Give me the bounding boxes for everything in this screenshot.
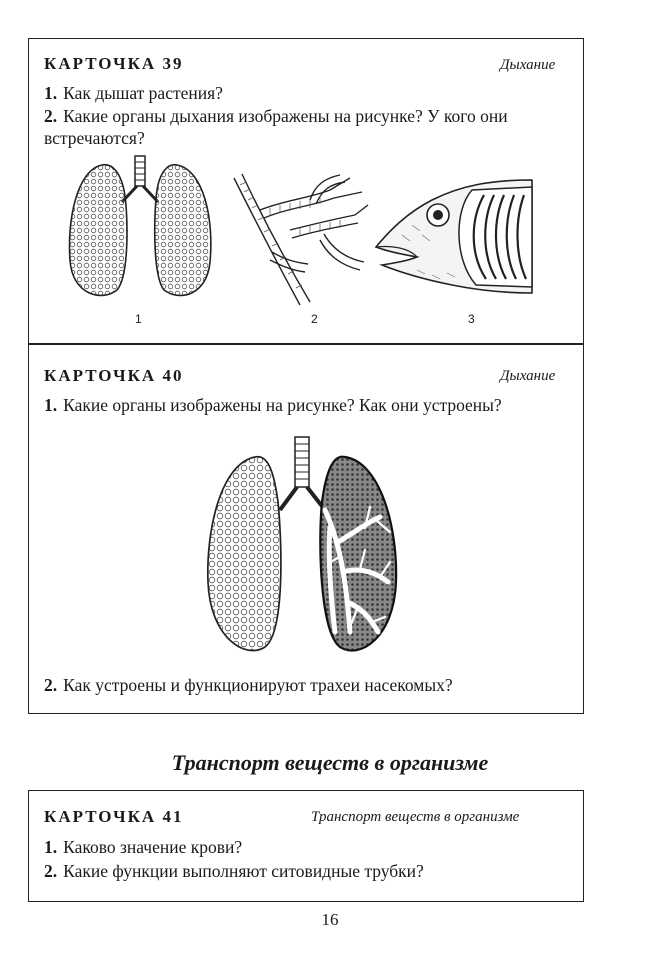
figure-label-2: 2 — [311, 312, 318, 326]
question-text: Как дышат растения? — [63, 83, 223, 103]
question-number: 1. — [44, 83, 58, 103]
lungs-bronchi-illustration — [200, 432, 410, 662]
question-text: Каково значение крови? — [63, 837, 243, 857]
question-text: Какие функции выполняют ситовидные трубки? — [63, 861, 424, 881]
question-number: 2. — [44, 861, 58, 881]
card-40-question-2 — [44, 674, 574, 696]
question-number: 2. — [44, 675, 58, 695]
figure-label-1: 1 — [135, 312, 142, 326]
card-40-title: КАРТОЧКА 40 — [44, 366, 184, 385]
card-41-topic: Транспорт веществ в организме — [311, 809, 520, 825]
card-39-topic: Дыхание — [500, 57, 556, 73]
question-text: Какие органы изображены на рисунке? Как они устроены? — [63, 395, 502, 415]
card-41-question-2 — [44, 860, 574, 882]
question-number: 2. — [44, 106, 58, 126]
page-number: 16 — [321, 910, 339, 929]
fish-gills-illustration — [372, 175, 537, 300]
card-41-question-1 — [44, 836, 574, 858]
section-heading: Транспорт веществ в организме — [171, 750, 489, 775]
card-41-title: КАРТОЧКА 41 — [44, 807, 184, 826]
figure-label-3: 3 — [468, 312, 475, 326]
lungs-illustration — [62, 150, 222, 310]
card-39-question-2 — [44, 105, 579, 149]
question-number: 1. — [44, 395, 58, 415]
tracheae-illustration — [230, 170, 370, 310]
card-39-title: КАРТОЧКА 39 — [44, 54, 184, 73]
card-39-question-1 — [44, 82, 574, 104]
question-text: Как устроены и функционируют трахеи насекомых? — [63, 675, 453, 695]
card-40-question-1 — [44, 394, 574, 416]
question-text: Какие органы дыхания изображены на рисунке? У кого они встречаются? — [44, 106, 508, 148]
card-40-topic: Дыхание — [500, 368, 556, 384]
question-number: 1. — [44, 837, 58, 857]
